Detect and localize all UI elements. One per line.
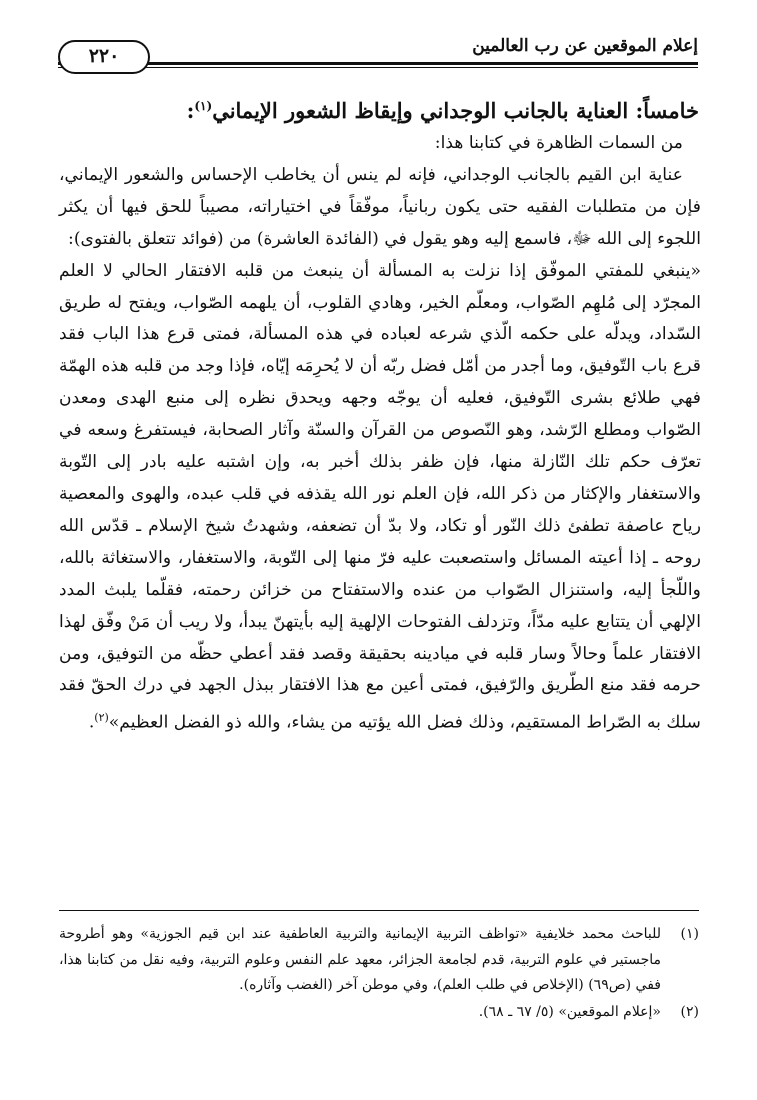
footnote-ref-1: (١) <box>194 99 213 113</box>
section-heading-colon: : <box>186 98 195 123</box>
section-heading-text: خامساً: العناية بالجانب الوجداني وإيقاظ الشعور الإيماني <box>212 98 699 123</box>
section-heading <box>59 86 699 131</box>
footnotes <box>59 922 699 1026</box>
footnote-text: للباحث محمد خلايفية «تواظف التربية الإيمانية والتربية العاطفية عند ابن قيم الجوزية» وهو أطروحة ماجستير في علوم التربية، قدم لجامعة الجزائر، معهد علم النفس وعلوم التربية، وفيه نقل من كتابنا هذا، ففي (ص٦٩) (الإخلاص في طلب العلم)، وفي موطن آخر (الغضب وآثاره). <box>59 926 661 994</box>
quotation <box>59 256 701 740</box>
page-number: ٢٢٠ <box>58 40 150 74</box>
footnote-number: (٢) <box>680 1003 699 1020</box>
footnote-number: (١) <box>680 926 699 942</box>
quotation-text: «ينبغي للمفتي الموفّق إذا نزلت به المسألة أن ينبعث من قلبه الافتقار الحالي لا العلم المجرّد إلى مُلهِم الصّواب، ومعلّم الخير، وهادي القلوب، أن يلهمه الصّواب، ويفتح له طريق السّداد، ويدلّه على حكمه الّذي شرعه لعباده في هذه المسألة، فمتى قرع هذا الباب فقد قرع باب التّوفيق، وما أجدر من أمّل فضل ربّه أن لا يُحرِمَه إيّاه، فإذا وجد من قلبه هذه الهمّة فهي طلائع بشرى التّوفيق، فعليه أن يوجّه وجهه ويحدق نظره إلى منبع الهدى ومعدن الصّواب ومطلع الرّشد، وهو النّصوص من القرآن والسنّة وآثار الصحابة، فيستفرغ وسعه في تعرّف حكم تلك النّازلة منها، فإن ظفر بذلك أخبر به، وإن اشتبه عليه بادر إلى التّوبة والاستغفار والإكثار من ذكر الله، فإن العلم نور الله يقذفه في قلب عبده، والهوى والمعصية رياح عاصفة تطفئ ذلك النّور أو تكاد، ولا بدّ أن تضعفه، وشهدتُ شيخ الإسلام ـ قدّس الله روحه ـ إذا أعيته المسائل واستصعبت عليه فرّ منها إلى التّوبة، والاستغفار، والاستغاثة بالله، واللّجأ إليه، واستنزال الصّواب من عنده والاستفتاح من خزائن رحمته، فقلّما يلبث المدد الإلهي أن يتتابع عليه مدّاً، وتزدلف الفتوحات الإلهية إليه بأيتهنّ يبدأ، ولا ريب أن مَنْ وفّق لهذا الافتقار علماً وحالاً وسار قلبه في ميادينه بحقيقة وقصد فقد أعطي حظّه من التوفيق، ومن حرمه فقد منع الطّريق والرّفيق، فمتى أعين مع هذا الافتقار ببذل الجهد في درك الحقّ فقد سلك به الصّراط المستقيم، وذلك فضل الله يؤتيه من يشاء، والله ذو الفضل العظيم» <box>59 260 701 734</box>
header-rule <box>58 62 698 65</box>
body-text <box>59 128 701 740</box>
footnote <box>59 922 699 999</box>
paragraph: عناية ابن القيم بالجانب الوجداني، فإنه لم ينس أن يخاطب الإحساس والشعور الإيماني، فإن من متطلبات الفقيه حتى يكون ربانياً، موفّقاً في اختياراته، مصيباً للحق فيها أن يكثر اللجوء إلى الله ﷻ، فاسمع إليه وهو يقول في (الفائدة العاشرة) من (فوائد تتعلق بالفتوى): <box>59 164 701 249</box>
running-header <box>58 30 698 70</box>
footnote <box>59 1000 699 1026</box>
intro-line: من السمات الظاهرة في كتابنا هذا: <box>434 133 683 153</box>
footnote-rule <box>59 910 699 911</box>
header-rule-thin <box>58 67 698 68</box>
footnote-ref-2: (٢) <box>94 711 109 725</box>
quotation-end: . <box>88 713 95 734</box>
footnote-text: «إعلام الموقعين» (٥/ ٦٧ ـ ٦٨). <box>478 1003 661 1020</box>
book-title: إعلام الموقعين عن رب العالمين <box>472 36 698 56</box>
